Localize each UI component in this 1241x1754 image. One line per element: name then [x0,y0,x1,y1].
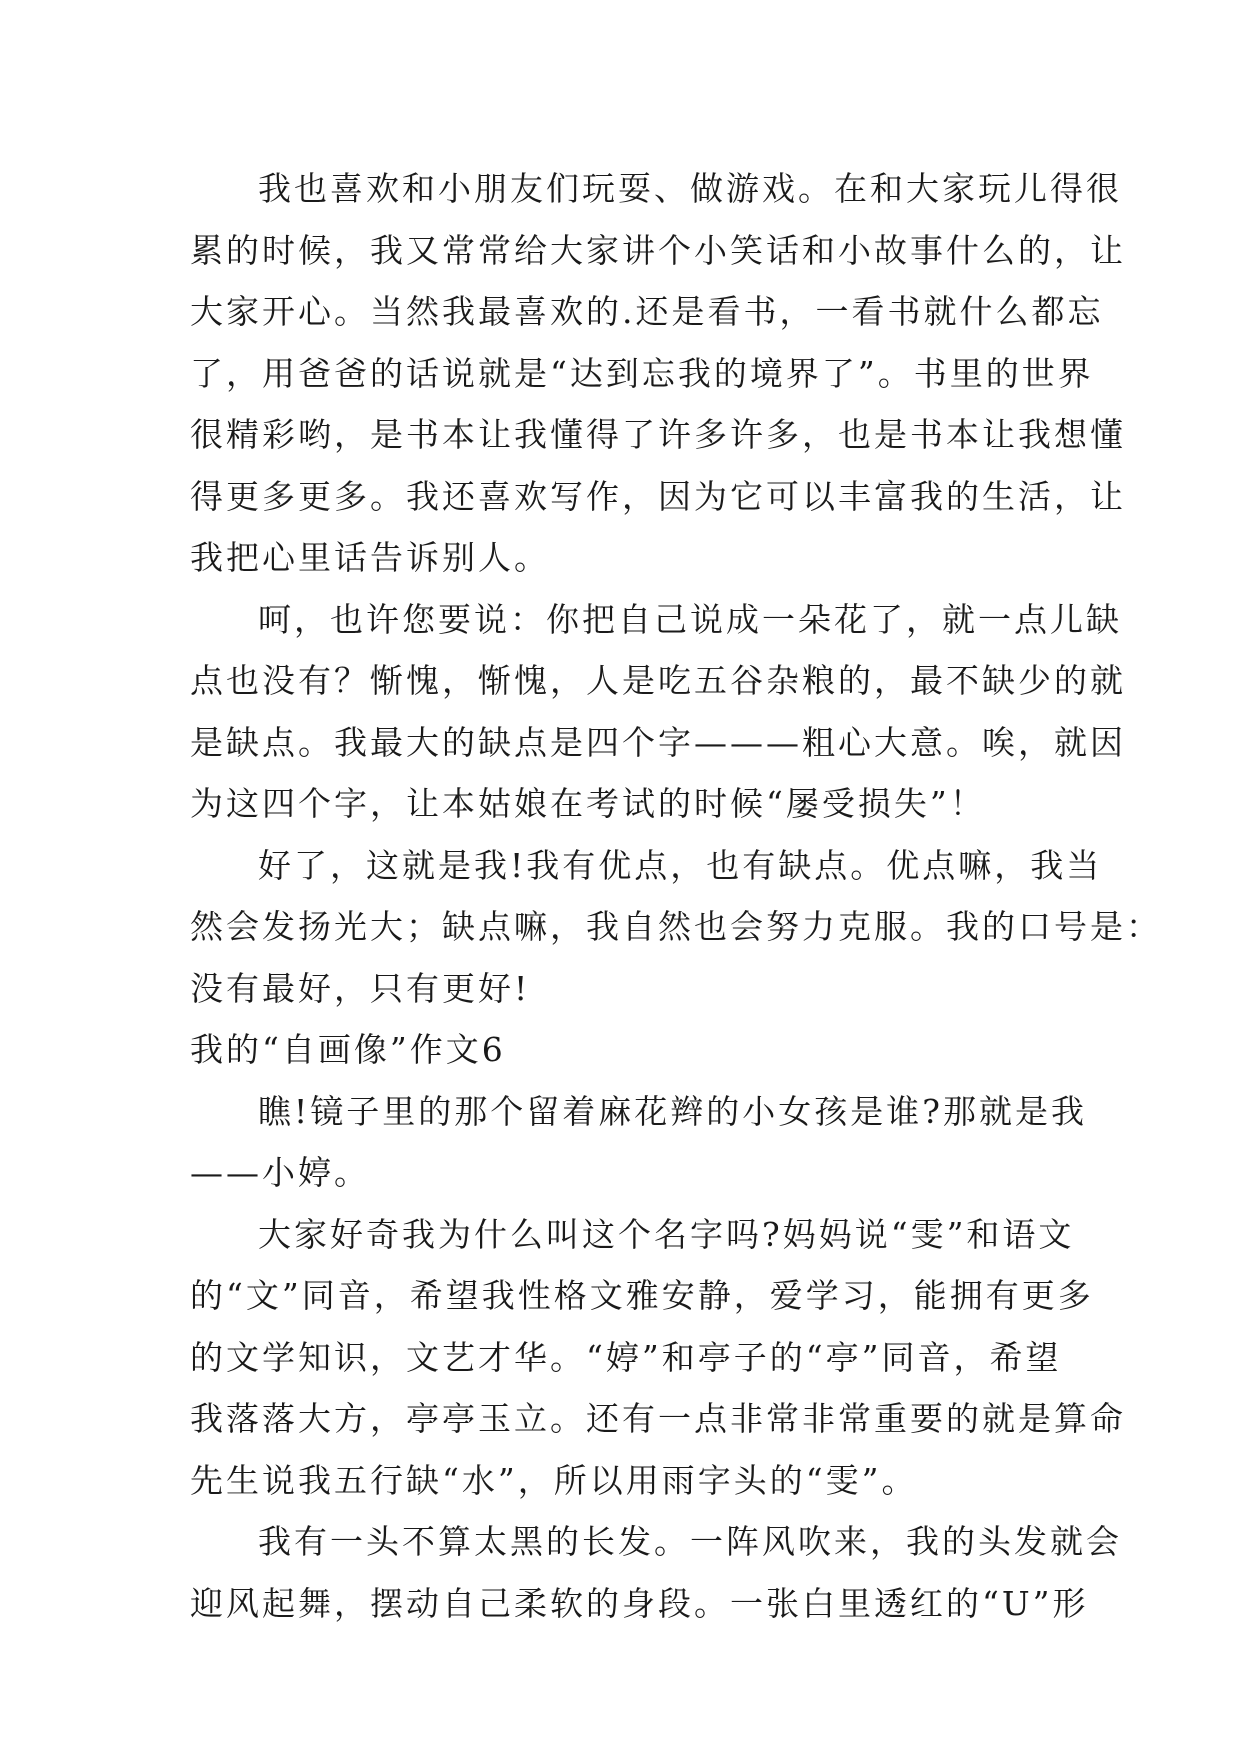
text-line: 大家开心。当然我最喜欢的.还是看书，一看书就什么都忘 [190,292,1104,331]
text-line: 了，用爸爸的话说就是“达到忘我的境界了”。书里的世界 [190,353,1094,393]
text-line: 很精彩哟，是书本让我懂得了许多许多，也是书本让我想懂 [190,415,1126,454]
text-line: 为这四个字，让本姑娘在考试的时候“屡受损失”！ [190,784,986,823]
text-line: 累的时候，我又常常给大家讲个小笑话和小故事什么的，让 [190,230,1126,270]
text-line: 先生说我五行缺“水”，所以用雨字头的“雯”。 [190,1460,918,1500]
text-line: 得更多更多。我还喜欢写作，因为它可以丰富我的生活，让 [190,476,1126,516]
section-heading: 我的“自画像”作文6 [190,1030,506,1069]
text-line: 的“文”同音，希望我性格文雅安静，爱学习，能拥有更多 [190,1276,1094,1315]
text-line: 瞧!镜子里的那个留着麻花辫的小女孩是谁?那就是我 [258,1091,1087,1131]
text-line: 迎风起舞，摆动自己柔软的身段。一张白里透红的“U”形 [190,1583,1089,1623]
essay-body [190,158,1162,1634]
text-line: 大家好奇我为什么叫这个名字吗?妈妈说“雯”和语文 [258,1214,1075,1254]
text-line: 的文学知识，文艺才华。“婷”和亭子的“亭”同音，希望 [190,1337,1062,1377]
text-line: ——小婷。 [190,1153,370,1192]
text-line: 我有一头不算太黑的长发。一阵风吹来，我的头发就会 [258,1522,1122,1561]
text-line: 好了，这就是我!我有优点，也有缺点。优点嘛，我当 [258,845,1103,885]
text-line: 我把心里话告诉别人。 [190,538,550,577]
text-line: 然会发扬光大；缺点嘛，我自然也会努力克服。我的口号是： [190,907,1162,946]
text-line: 我也喜欢和小朋友们玩耍、做游戏。在和大家玩儿得很 [258,169,1122,208]
text-line: 是缺点。我最大的缺点是四个字———粗心大意。唉，就因 [190,722,1126,762]
text-line: 呵，也许您要说：你把自己说成一朵花了，就一点儿缺 [258,599,1122,639]
text-line: 我落落大方，亭亭玉立。还有一点非常非常重要的就是算命 [190,1399,1126,1438]
text-line: 点也没有？惭愧，惭愧，人是吃五谷杂粮的，最不缺少的就 [190,661,1126,700]
text-line: 没有最好，只有更好! [190,968,531,1008]
